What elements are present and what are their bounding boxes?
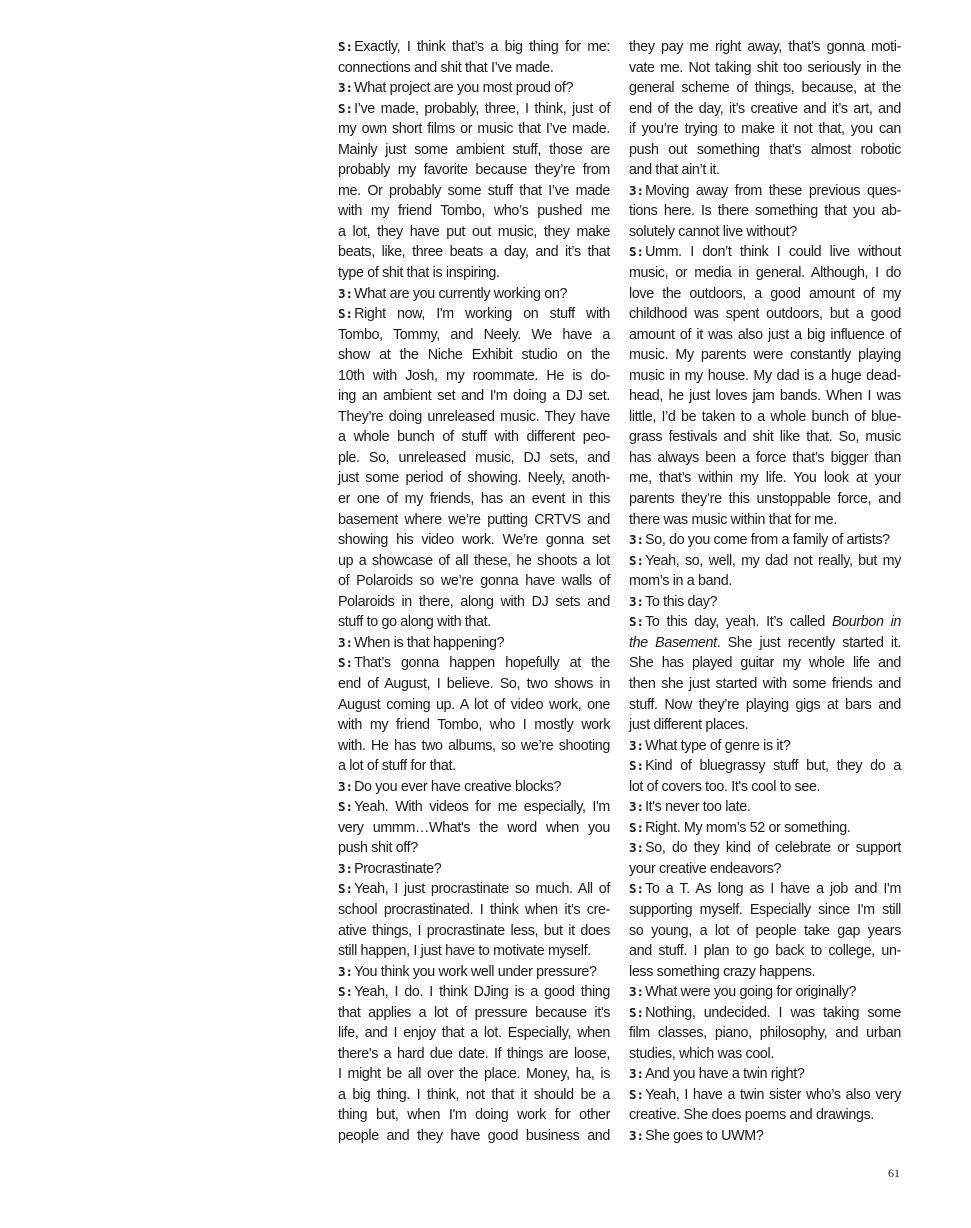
page-number: 61 xyxy=(888,1166,900,1180)
text-line xyxy=(629,921,901,942)
text-line xyxy=(338,222,610,243)
text-line xyxy=(629,530,901,551)
line-text: What are you currently working on? xyxy=(354,285,568,302)
line-text: So, do you come from a family of artists? xyxy=(645,532,890,549)
text-line xyxy=(338,510,610,531)
line-text: Tombo, Tommy, and Neely. We have a xyxy=(338,326,610,343)
text-line xyxy=(338,715,610,736)
line-text: life, and I enjoy that a lot. Especially, when xyxy=(338,1025,610,1042)
line-text: solutely cannot live without? xyxy=(629,223,797,240)
text-line xyxy=(629,284,901,305)
line-text: that applies a lot of pressure because it's xyxy=(338,1004,610,1021)
text-line xyxy=(338,366,610,387)
text-line xyxy=(338,695,610,716)
text-line xyxy=(338,818,610,839)
text-line xyxy=(629,756,901,777)
line-text: amount of it was also just a big influence of xyxy=(629,326,901,343)
line-text: 10th with Josh, my roommate. He is do- xyxy=(338,367,610,384)
text-line xyxy=(629,653,901,674)
text-line xyxy=(338,941,610,962)
line-text: showing his video work. We’re gonna set xyxy=(338,532,610,549)
speaker-label: 3: xyxy=(629,1066,645,1082)
text-line xyxy=(338,530,610,551)
text-line xyxy=(629,99,901,120)
band-title-text: the Basement xyxy=(629,634,717,651)
line-text: a lot of stuff for that. xyxy=(338,758,456,775)
text-line xyxy=(338,879,610,900)
line-text: er one of my friends, has an event in this xyxy=(338,491,610,508)
text-line xyxy=(629,222,901,243)
line-text: up a showcase of all these, he shoots a lot xyxy=(338,552,610,569)
text-line xyxy=(629,879,901,900)
text-line xyxy=(629,900,901,921)
line-text: music. My parents were constantly playing xyxy=(629,347,901,364)
line-text: so young, a lot of people take gap years xyxy=(629,922,901,939)
line-text: Nothing, undecided. I was taking some xyxy=(645,1004,901,1021)
line-text: show at the Niche Exhibit studio on the xyxy=(338,347,610,364)
text-line xyxy=(629,37,901,58)
line-text: That’s gonna happen hopefully at the xyxy=(354,655,610,672)
line-text: just different places. xyxy=(629,717,749,734)
line-text: creative. She does poems and drawings. xyxy=(629,1107,874,1124)
line-text: stuff. Now they’re playing gigs at bars and xyxy=(629,696,901,713)
line-text: studies, which was cool. xyxy=(629,1045,774,1062)
text-line xyxy=(338,859,610,880)
text-line xyxy=(338,160,610,181)
text-line xyxy=(629,982,901,1003)
text-line xyxy=(338,242,610,263)
text-line xyxy=(629,1023,901,1044)
line-text: Right now, I'm working on stuff with xyxy=(354,306,610,323)
text-line xyxy=(629,242,901,263)
text-line xyxy=(338,1064,610,1085)
line-text: So, do they kind of celebrate or support xyxy=(645,840,901,857)
speaker-label: S: xyxy=(338,306,354,322)
text-line xyxy=(629,777,901,798)
text-line xyxy=(338,797,610,818)
text-line xyxy=(629,736,901,757)
line-text: ing an ambient set and I'm doing a DJ set. xyxy=(338,388,610,405)
text-line xyxy=(338,551,610,572)
line-text: vate me. Not taking shit too seriously in the xyxy=(629,59,901,76)
line-text: Yeah, so, well, my dad not really, but my xyxy=(645,552,901,569)
text-line xyxy=(338,1085,610,1106)
text-line xyxy=(338,571,610,592)
text-line xyxy=(629,838,901,859)
line-text: Yeah, I just procrastinate so much. All of xyxy=(354,881,610,898)
line-text: When is that happening? xyxy=(354,634,505,651)
text-line xyxy=(338,962,610,983)
text-line xyxy=(338,1126,610,1147)
text-line xyxy=(338,921,610,942)
text-line xyxy=(629,1064,901,1085)
line-text: with my friend Tombo, who I mostly work xyxy=(338,717,610,734)
text-line xyxy=(338,633,610,654)
line-text: I might be all over the place. Money, ha, is xyxy=(338,1066,610,1083)
text-line xyxy=(629,448,901,469)
text-line xyxy=(629,386,901,407)
line-text: there's a hard due date. If things are loose, xyxy=(338,1045,610,1062)
line-text: parents they’re this unstoppable force, and xyxy=(629,491,901,508)
text-line xyxy=(629,181,901,202)
text-line xyxy=(629,633,901,654)
line-text: love the outdoors, a good amount of my xyxy=(629,285,901,302)
speaker-label: S: xyxy=(338,881,354,897)
speaker-label: S: xyxy=(629,1086,645,1102)
speaker-label: 3: xyxy=(629,799,645,815)
line-text: Moving away from these previous ques- xyxy=(645,182,901,199)
speaker-label: S: xyxy=(629,244,645,260)
line-text: Procrastinate? xyxy=(354,860,442,877)
line-text: general scheme of things, because, at the xyxy=(629,80,901,97)
line-text: push out something that’s almost robotic xyxy=(629,141,901,158)
line-text: people and they have good business and xyxy=(338,1127,610,1144)
text-line xyxy=(629,468,901,489)
line-text: film classes, piano, philosophy, and urban xyxy=(629,1025,901,1042)
line-text: Yeah, I do. I think DJing is a good thing xyxy=(354,984,610,1001)
line-text: they pay me right away, that’s gonna moti- xyxy=(629,39,901,55)
text-line xyxy=(629,366,901,387)
text-line xyxy=(338,1105,610,1126)
line-text: August coming up. A lot of video work, one xyxy=(338,696,610,713)
text-line xyxy=(629,674,901,695)
line-text: if you’re trying to make it not that, you can xyxy=(629,121,901,138)
speaker-label: 3: xyxy=(338,963,354,979)
text-line xyxy=(629,571,901,592)
line-text: To a T. As long as I have a job and I'm xyxy=(645,881,901,898)
line-text: You think you work well under pressure? xyxy=(354,963,597,980)
band-title-text: Bourbon in xyxy=(831,614,901,631)
speaker-label: S: xyxy=(629,819,645,835)
line-text: And you have a twin right? xyxy=(645,1066,805,1083)
line-text: with. He has two albums, so we’re shooting xyxy=(338,737,610,754)
line-text: ative things, I procrastinate less, but it does xyxy=(338,922,610,939)
line-text: just some period of showing. Neely, anoth- xyxy=(338,470,610,487)
line-text: a whole bunch of stuff with different peo- xyxy=(338,429,610,446)
speaker-label: S: xyxy=(338,799,354,815)
speaker-label: S: xyxy=(629,758,645,774)
text-line xyxy=(338,119,610,140)
text-line xyxy=(338,325,610,346)
text-line xyxy=(629,407,901,428)
line-text: She goes to UWM? xyxy=(645,1127,764,1144)
speaker-label: 3: xyxy=(629,532,645,548)
line-text: mom’s in a band. xyxy=(629,573,733,590)
line-text: end of August, I believe. So, two shows in xyxy=(338,675,610,692)
text-line xyxy=(629,1044,901,1065)
line-text: basement where we’re putting CRTVS and xyxy=(338,511,610,528)
text-line xyxy=(338,386,610,407)
line-text: What type of genre is it? xyxy=(645,737,791,754)
text-line xyxy=(338,284,610,305)
text-line xyxy=(338,736,610,757)
line-text: supporting myself. Especially since I'm still xyxy=(629,901,901,918)
text-line xyxy=(629,941,901,962)
line-text: What project are you most proud of? xyxy=(354,80,574,97)
text-line xyxy=(629,962,901,983)
text-line xyxy=(338,99,610,120)
text-line xyxy=(338,181,610,202)
text-line xyxy=(629,797,901,818)
line-text: Do you ever have creative blocks? xyxy=(354,778,562,795)
text-line xyxy=(338,674,610,695)
line-text: very ummm…What's the word when you xyxy=(338,819,610,836)
text-line xyxy=(629,119,901,140)
line-text: To this day? xyxy=(645,593,718,610)
line-text: connections and shit that I’ve made. xyxy=(338,59,554,76)
speaker-label: 3: xyxy=(338,860,354,876)
speaker-label: S: xyxy=(629,881,645,897)
line-text: head, he just loves jam bands. When I was xyxy=(629,388,901,405)
line-text: Yeah, I have a twin sister who’s also very xyxy=(645,1086,901,1103)
text-line xyxy=(338,263,610,284)
text-line xyxy=(629,1126,901,1147)
line-text: childhood was spent outdoors, but a good xyxy=(629,306,901,323)
text-line xyxy=(338,201,610,222)
text-line xyxy=(629,201,901,222)
line-text: Umm. I don’t think I could live without xyxy=(645,244,901,261)
line-text: type of shit that is inspiring. xyxy=(338,265,500,282)
text-line xyxy=(629,78,901,99)
text-line xyxy=(629,592,901,613)
text-line xyxy=(338,37,610,58)
line-text: tions here. Is there something that you ab- xyxy=(629,203,901,220)
speaker-label: S: xyxy=(338,39,354,54)
text-line xyxy=(338,1023,610,1044)
line-text: push shit off? xyxy=(338,840,418,857)
text-line xyxy=(629,140,901,161)
text-line xyxy=(338,78,610,99)
line-text: with my friend Tombo, who’s pushed me xyxy=(338,203,610,220)
line-text: there was music within that for me. xyxy=(629,511,837,528)
line-text: school procrastinated. I think when it’s cre- xyxy=(338,901,610,918)
text-line xyxy=(629,58,901,79)
line-text: beats, like, three beats a day, and it’s that xyxy=(338,244,610,261)
speaker-label: 3: xyxy=(629,1127,645,1143)
text-line xyxy=(338,140,610,161)
line-text: then she just started with some friends and xyxy=(629,675,901,692)
line-text: me, that’s within my life. You look at your xyxy=(629,470,901,487)
text-line xyxy=(629,695,901,716)
line-text: little, I’d be taken to a whole bunch of blue- xyxy=(629,408,901,425)
line-text: music in my house. My dad is a huge dead- xyxy=(629,367,901,384)
text-line xyxy=(629,551,901,572)
text-line xyxy=(338,653,610,674)
line-text: To this day, yeah. It’s called xyxy=(645,614,832,631)
line-text: I’ve made, probably, three, I think, just of xyxy=(354,100,610,117)
text-line xyxy=(629,612,901,633)
speaker-label: 3: xyxy=(629,182,645,198)
speaker-label: 3: xyxy=(629,593,645,609)
text-line xyxy=(338,756,610,777)
text-line xyxy=(338,1044,610,1065)
text-line xyxy=(338,345,610,366)
text-line xyxy=(338,900,610,921)
text-line xyxy=(338,58,610,79)
speaker-label: S: xyxy=(629,614,645,630)
line-text: still happen, I just have to motivate myself. xyxy=(338,943,591,960)
line-text: music, or media in general. Although, I do xyxy=(629,265,901,282)
text-line xyxy=(338,448,610,469)
text-line xyxy=(629,304,901,325)
line-text: me. Or probably some stuff that I’ve made xyxy=(338,182,610,199)
line-text: Polaroids in there, along with DJ sets and xyxy=(338,593,610,610)
text-line xyxy=(629,818,901,839)
speaker-label: 3: xyxy=(629,840,645,856)
line-text: a big thing. I think, not that it should be a xyxy=(338,1086,610,1103)
line-text: ple. So, unreleased music, DJ sets, and xyxy=(338,449,610,466)
interview-column-right xyxy=(629,37,901,1147)
text-line xyxy=(629,489,901,510)
speaker-label: S: xyxy=(338,655,354,671)
line-text: a lot, they have put out music, they make xyxy=(338,223,610,240)
line-text: grass festivals and shit like that. So, music xyxy=(629,429,901,446)
line-text: Yeah. With videos for me especially, I'm xyxy=(354,799,610,816)
line-text: It's never too late. xyxy=(645,799,751,816)
speaker-label: 3: xyxy=(338,285,354,301)
text-line xyxy=(338,489,610,510)
line-text: Exactly, I think that’s a big thing for me: xyxy=(354,39,610,55)
line-text: . She just recently started it. xyxy=(716,634,901,651)
interview-column-left xyxy=(338,37,610,1147)
speaker-label: 3: xyxy=(338,80,354,96)
line-text: lot of covers too. It's cool to see. xyxy=(629,778,821,795)
text-line xyxy=(338,838,610,859)
text-line xyxy=(338,612,610,633)
text-line xyxy=(629,160,901,181)
line-text: Mainly just some ambient stuff, those are xyxy=(338,141,610,158)
line-text: and that ain’t it. xyxy=(629,162,720,179)
line-text: has always been a force that’s bigger than xyxy=(629,449,901,466)
text-line xyxy=(629,1085,901,1106)
text-line xyxy=(629,859,901,880)
line-text: end of the day, it’s creative and it’s art, and xyxy=(629,100,901,117)
text-line xyxy=(338,304,610,325)
text-line xyxy=(338,1003,610,1024)
text-line xyxy=(629,263,901,284)
speaker-label: 3: xyxy=(629,984,645,1000)
line-text: Right. My mom’s 52 or something. xyxy=(645,819,851,836)
line-text: She has played guitar my whole life and xyxy=(629,655,901,672)
line-text: less something crazy happens. xyxy=(629,963,816,980)
text-line xyxy=(629,345,901,366)
text-line xyxy=(338,777,610,798)
text-line xyxy=(338,592,610,613)
speaker-label: 3: xyxy=(338,634,354,650)
text-line xyxy=(629,1003,901,1024)
line-text: stuff to go along with that. xyxy=(338,614,491,631)
text-line xyxy=(338,982,610,1003)
line-text: and stuff. I plan to go back to college, un- xyxy=(629,943,901,960)
line-text: Kind of bluegrassy stuff but, they do a xyxy=(645,758,901,775)
speaker-label: 3: xyxy=(629,737,645,753)
speaker-label: S: xyxy=(629,552,645,568)
line-text: of Polaroids so we’re gonna have walls of xyxy=(338,573,610,590)
text-line xyxy=(629,325,901,346)
text-line xyxy=(338,407,610,428)
line-text: They’re doing unreleased music. They have xyxy=(338,408,610,425)
line-text: thing but, when I'm doing work for other xyxy=(338,1107,610,1124)
speaker-label: S: xyxy=(338,984,354,1000)
text-line xyxy=(629,715,901,736)
line-text: probably my favorite because they’re from xyxy=(338,162,610,179)
speaker-label: S: xyxy=(338,100,354,116)
line-text: my own short films or music that I’ve made. xyxy=(338,121,610,138)
text-line xyxy=(629,510,901,531)
text-line xyxy=(338,427,610,448)
text-line xyxy=(629,1105,901,1126)
speaker-label: S: xyxy=(629,1004,645,1020)
line-text: your creative endeavors? xyxy=(629,860,782,877)
text-line xyxy=(338,468,610,489)
text-line xyxy=(629,427,901,448)
line-text: What were you going for originally? xyxy=(645,984,857,1001)
speaker-label: 3: xyxy=(338,778,354,794)
